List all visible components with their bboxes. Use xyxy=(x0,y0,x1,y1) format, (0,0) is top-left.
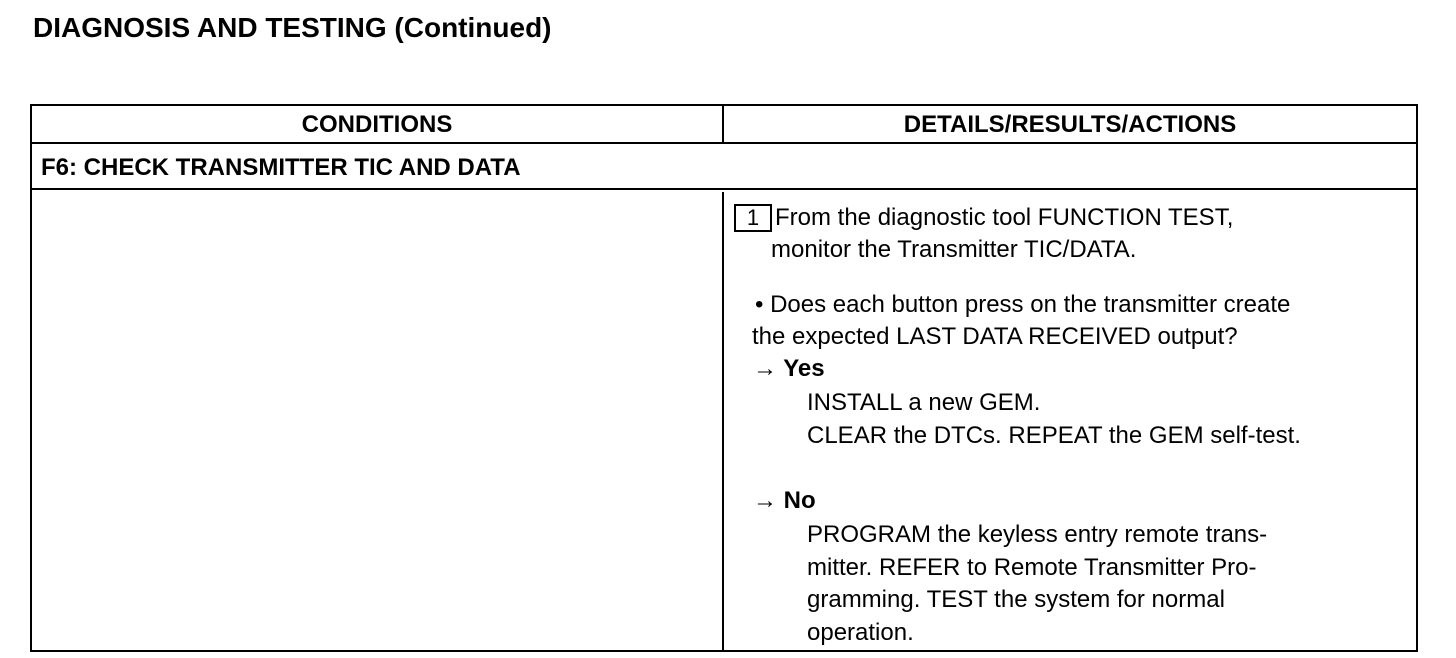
column-header-conditions: CONDITIONS xyxy=(32,106,724,144)
no-action: mitter. REFER to Remote Transmitter Pro- xyxy=(807,554,1257,581)
step-number-box: 1 xyxy=(734,204,772,232)
yes-action: INSTALL a new GEM. xyxy=(807,389,1041,416)
yes-action: CLEAR the DTCs. REPEAT the GEM self-test. xyxy=(807,422,1301,449)
yes-label: → Yes xyxy=(753,355,825,382)
step-text: From the diagnostic tool FUNCTION TEST, xyxy=(775,204,1234,231)
no-action: gramming. TEST the system for normal xyxy=(807,586,1225,613)
column-header-details: DETAILS/RESULTS/ACTIONS xyxy=(724,106,1416,144)
step-text: monitor the Transmitter TIC/DATA. xyxy=(771,236,1137,263)
page-title: DIAGNOSIS AND TESTING (Continued) xyxy=(33,12,552,43)
no-label: → No xyxy=(753,487,816,514)
question-text: • Does each button press on the transmitter create xyxy=(755,291,1291,318)
section-heading: F6: CHECK TRANSMITTER TIC AND DATA xyxy=(32,144,1416,190)
no-action: operation. xyxy=(807,619,914,646)
column-divider xyxy=(722,192,724,650)
question-text: the expected LAST DATA RECEIVED output? xyxy=(752,323,1238,350)
no-action: PROGRAM the keyless entry remote trans- xyxy=(807,521,1268,548)
